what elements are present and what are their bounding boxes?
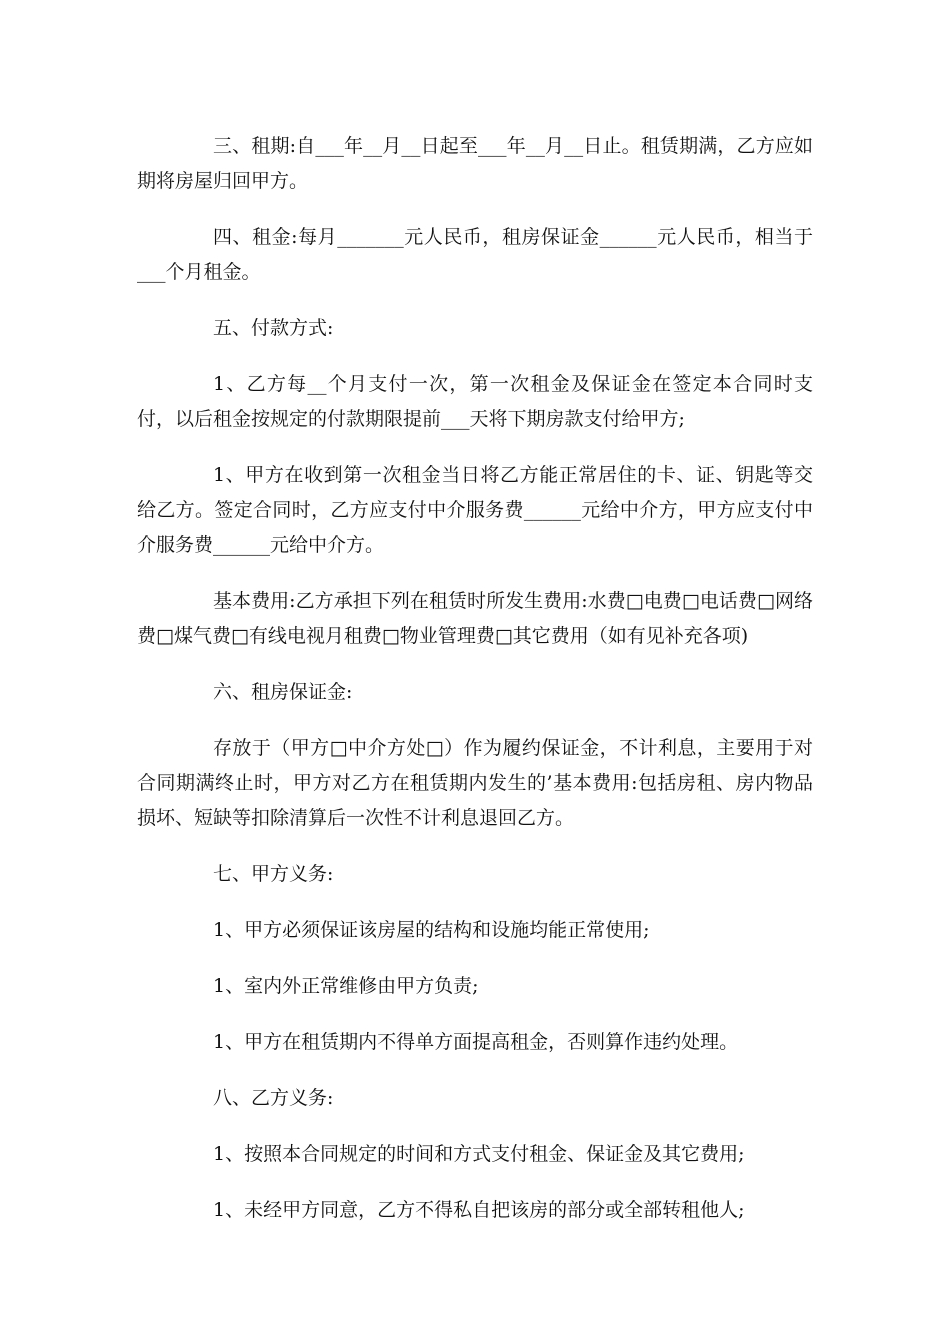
payment-item-1: 1、乙方每__个月支付一次，第一次租金及保证金在签定本合同时支付，以后租金按规定的付款期限提前___天将下期房款支付给甲方; [137,373,813,430]
deposit-heading: 六、租房保证金: [213,681,353,703]
tenant-duties-heading: 八、乙方义务: [213,1087,334,1109]
payment-item-2: 1、甲方在收到第一次租金当日将乙方能正常居住的卡、证、钥匙等交给乙方。签定合同时，乙方应支付中介服务费______元给中介方，甲方应支付中介服务费______元给中介方。 [137,464,813,556]
lease-term-clause: 三、租期:自___年__月__日起至___年__月__日止。租赁期满，乙方应如期将房屋归回甲方。 [137,135,813,192]
payment-method-heading: 五、付款方式: [213,317,334,339]
landlord-duty-2: 1、室内外正常维修由甲方负责; [213,975,479,997]
landlord-duties-heading: 七、甲方义务: [213,863,334,885]
basic-fees-clause: 基本费用:乙方承担下列在租赁时所发生费用:水费□电费□电话费□网络费□煤气费□有线电视月租费□物业管理费□其它费用（如有见补充各项) [137,590,813,647]
tenant-duty-1: 1、按照本合同规定的时间和方式支付租金、保证金及其它费用; [213,1143,745,1165]
rent-clause: 四、租金:每月_______元人民币，租房保证金______元人民币，相当于___个月租金。 [137,226,813,283]
landlord-duty-1: 1、甲方必须保证该房屋的结构和设施均能正常使用; [213,919,650,941]
deposit-clause: 存放于（甲方□中介方处□）作为履约保证金，不计利息，主要用于对合同期满终止时，甲方对乙方在租赁期内发生的’基本费用:包括房租、房内物品损坏、短缺等扣除清算后一次性不计利息退回乙方。 [137,737,813,829]
document-body [137,129,813,1249]
tenant-duty-2: 1、未经甲方同意，乙方不得私自把该房的部分或全部转租他人; [213,1199,745,1221]
landlord-duty-3: 1、甲方在租赁期内不得单方面提高租金，否则算作违约处理。 [213,1031,739,1053]
